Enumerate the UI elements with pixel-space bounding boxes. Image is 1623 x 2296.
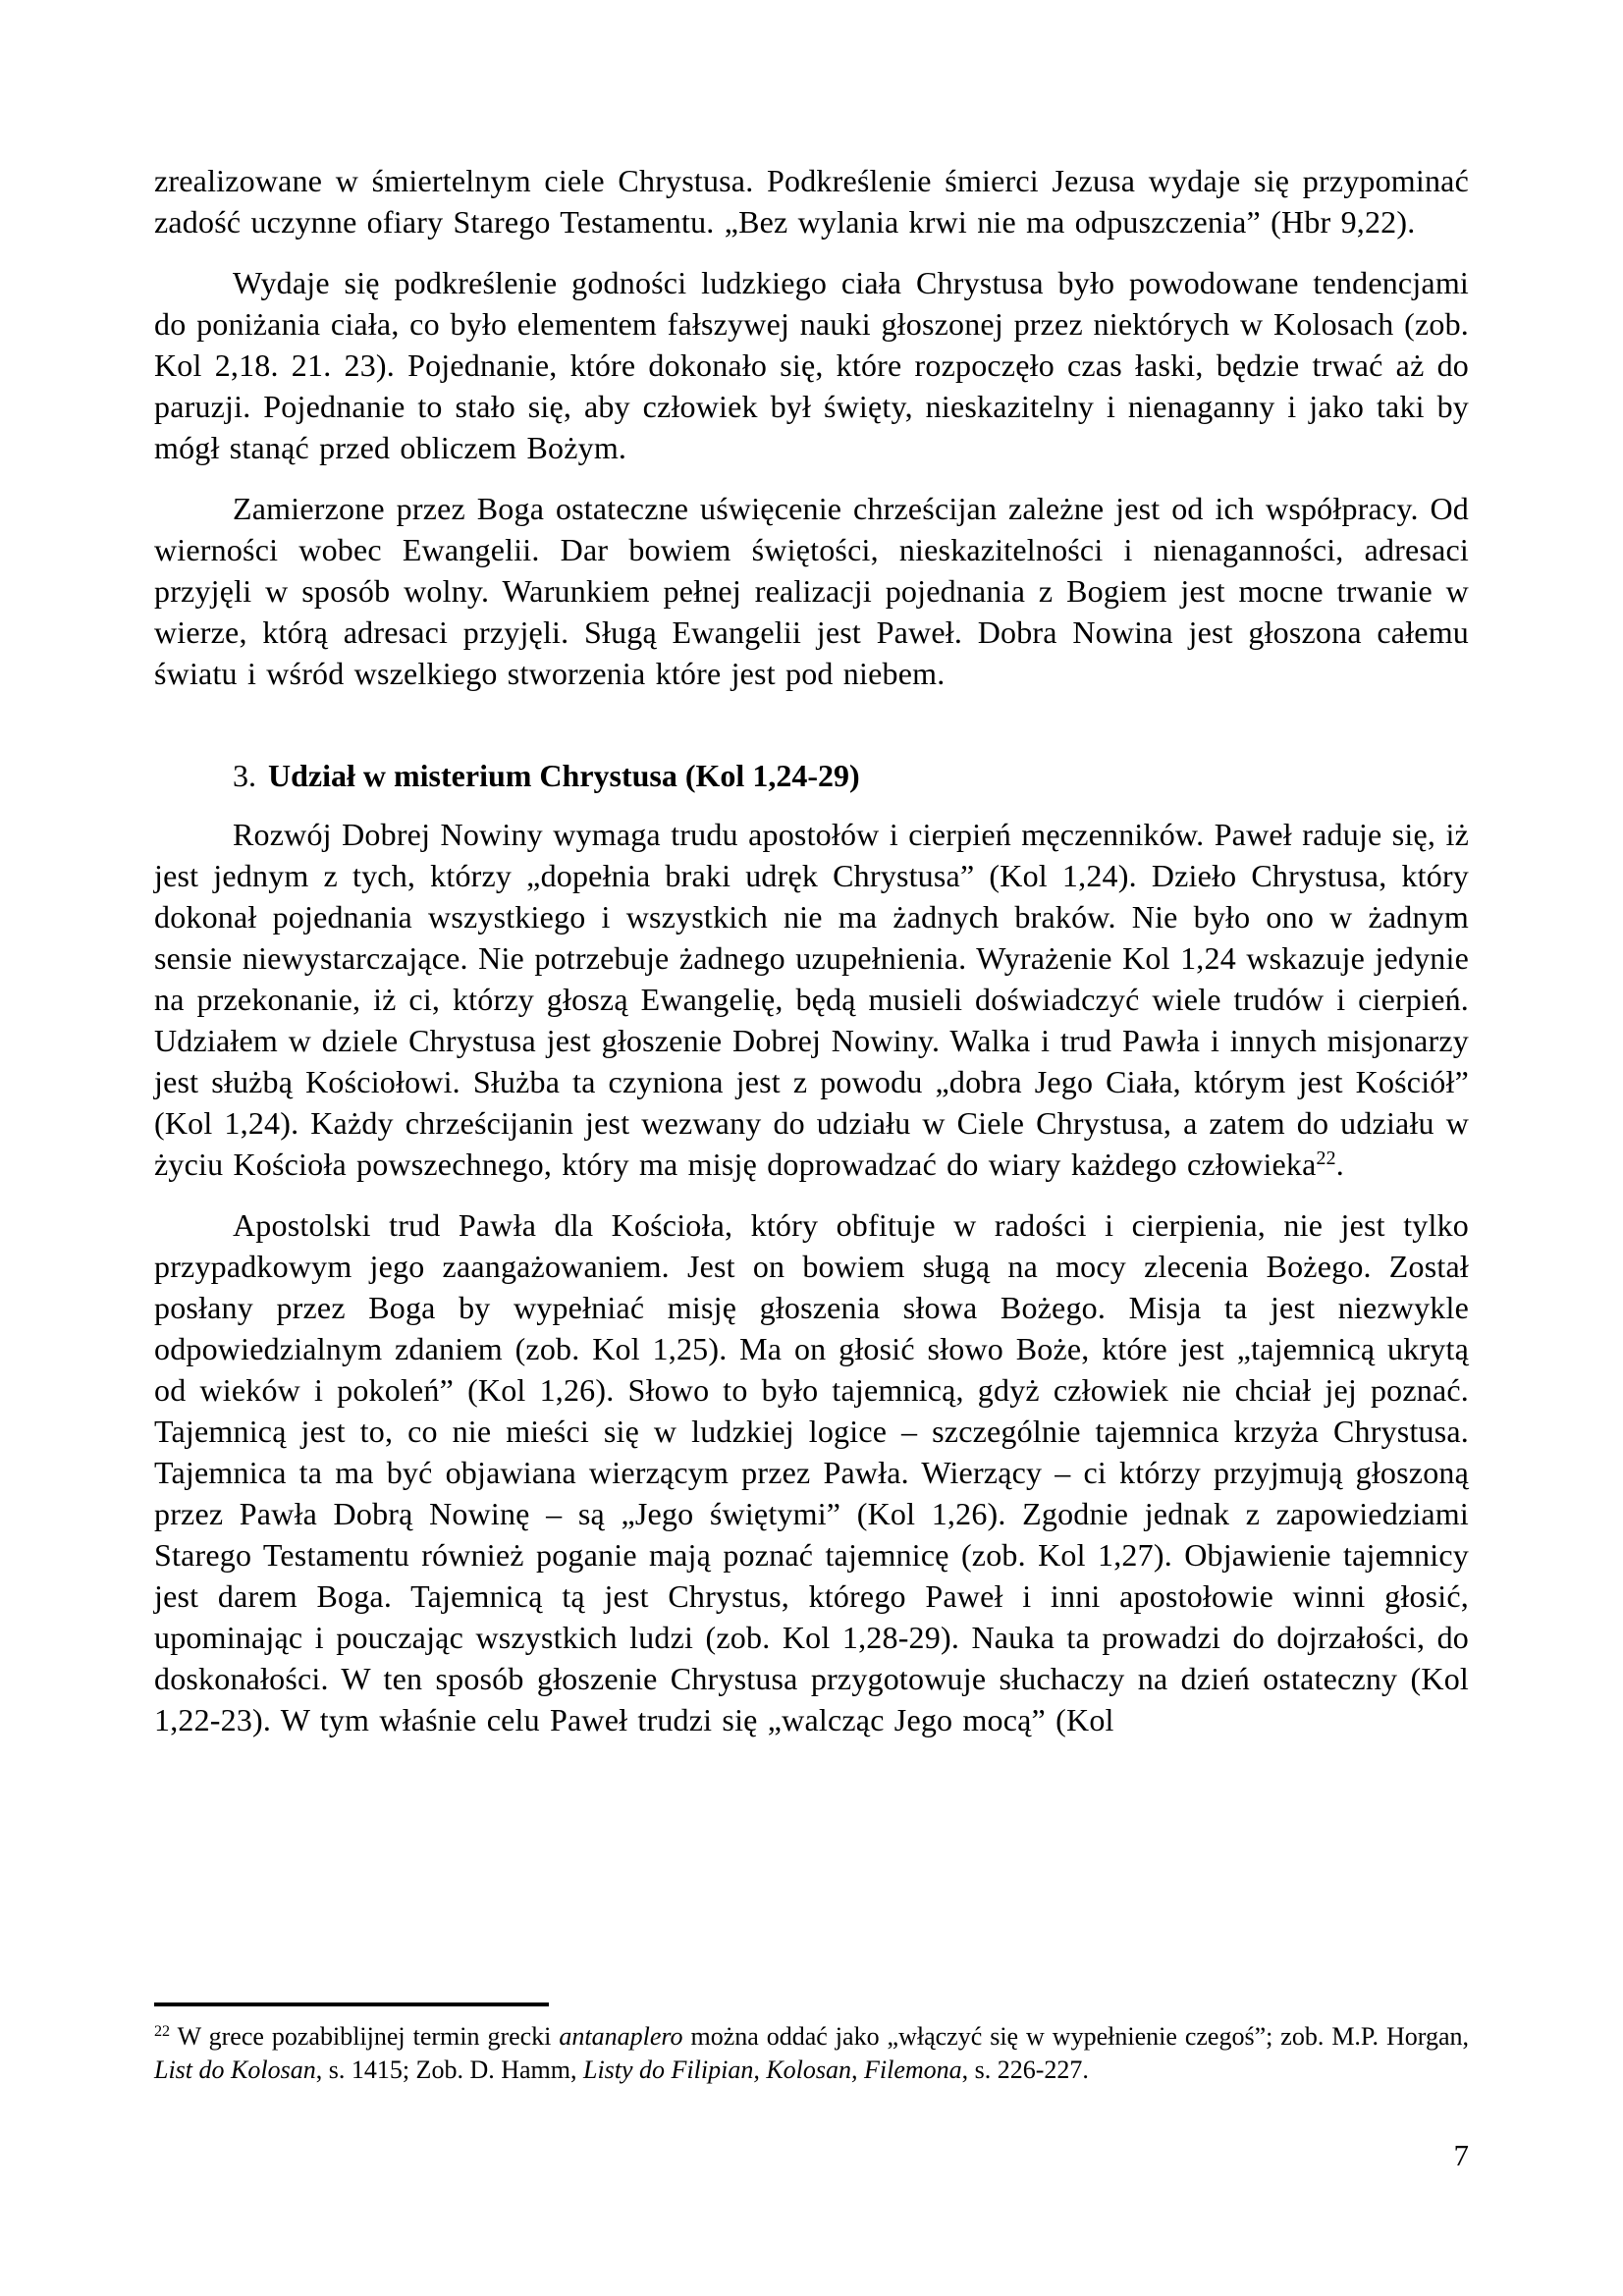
paragraph-text: Rozwój Dobrej Nowiny wymaga trudu apostołów i cierpień męczenników. Paweł raduje się, iż jest jednym z tych, którzy „dopełnia braki udręk Chrystusa” (Kol 1,24). Dzieło Chrystusa, który dokonał pojednania wszystkiego i wszystkich nie ma żadnych braków. Nie było ono w żadnym sensie niewystarczające. Nie potrzebuje żadnego uzupełnienia. Wyrażenie Kol 1,24 wskazuje jedynie na przekonanie, iż ci, którzy głoszą Ewangelię, będą musieli doświadczyć wiele trudów i cierpień. Udziałem w dziele Chrystusa jest głoszenie Dobrej Nowiny. Walka i trud Pawła i innych misjonarzy jest służbą Kościołowi. Służba ta czyniona jest z powodu „dobra Jego Ciała, którym jest Kościół” (Kol 1,24). Każdy chrześcijanin jest wezwany do udziału w Ciele Chrystusa, a zatem do udziału w życiu Kościoła powszechnego, który ma misję doprowadzać do wiary każdego człowieka [154,817,1469,1182]
section-title: Udział w misterium Chrystusa (Kol 1,24-29) [268,758,860,793]
footnote-segment-italic: Listy do Filipian, Kolosan, Filemona [582,2056,962,2084]
page-number: 7 [1453,2138,1469,2172]
footnote-marker-22: 22 [154,2023,171,2041]
footnote-segment: , s. 1415; Zob. D. Hamm, [315,2056,583,2084]
section-heading [154,755,1469,796]
footnote-area [154,2002,1469,2087]
paragraph-apostolski-trud: Apostolski trud Pawła dla Kościoła, który obfituje w radości i cierpienia, nie jest tylko przypadkowym jego zaangażowaniem. Jest on bowiem sługą na mocy zlecenia Bożego. Został posłany przez Boga by wypełniać misję głoszenia słowa Bożego. Misja ta jest niezwykle odpowiedzialnym zdaniem (zob. Kol 1,25). Ma on głosić słowo Boże, które jest „tajemnicą ukrytą od wieków i pokoleń” (Kol 1,26). Słowo to było tajemnicą, gdyż człowiek nie chciał jej poznać. Tajemnicą jest to, co nie mieści się w ludzkiej logice – szczególnie tajemnica krzyża Chrystusa. Tajemnica ta ma być objawiana wierzącym przez Pawła. Wierzący – ci którzy przyjmują głoszoną przez Pawła Dobrą Nowinę – są „Jego świętymi” (Kol 1,26). Zgodnie jednak z zapowiedziami Starego Testamentu również poganie mają poznać tajemnicę (zob. Kol 1,27). Objawienie tajemnicy jest darem Boga. Tajemnicą tą jest Chrystus, którego Paweł i inni apostołowie winni głosić, upominając i pouczając wszystkich ludzi (zob. Kol 1,28-29). Nauka ta prowadzi do dojrzałości, do doskonałości. W ten sposób głoszenie Chrystusa przygotowuje słuchaczy na dzień ostateczny (Kol 1,22-23). W tym właśnie celu Paweł trudzi się „walcząc Jego mocą” (Kol [154,1207,1469,1737]
paragraph-uswiecenie: Zamierzone przez Boga ostateczne uświęcenie chrześcijan zależne jest od ich współpracy. Od wierności wobec Ewangelii. Dar bowiem świętości, nieskazitelności i nienaganności, adresaci przyjęli w sposób wolny. Warunkiem pełnej realizacji pojednania z Bogiem jest mocne trwanie w wierze, którą adresaci przyjęli. Sługą Ewangelii jest Paweł. Dobra Nowina jest głoszona całemu światu i wśród wszelkiego stworzenia które jest pod niebem. [154,491,1469,691]
footnote-segment-italic: antanaplero [559,2022,683,2051]
footnote-segment: można oddać jako „włączyć się w wypełnienie czegoś”; zob. M.P. Horgan, [682,2022,1469,2051]
paragraph-continuation: zrealizowane w śmiertelnym ciele Chrystusa. Podkreślenie śmierci Jezusa wydaje się przypominać zadość uczynne ofiary Starego Testamentu. „Bez wylania krwi nie ma odpuszczenia” (Hbr 9,22). [154,163,1469,240]
footnote-segment-italic: List do Kolosan [154,2056,316,2084]
paragraph-godnosc-ciala: Wydaje się podkreślenie godności ludzkiego ciała Chrystusa było powodowane tendencjami do poniżania ciała, co było elementem fałszywej nauki głoszonej przez niektórych w Kolosach (zob. Kol 2,18. 21. 23). Pojednanie, które dokonało się, które rozpoczęło czas łaski, będzie trwać aż do paruzji. Pojednanie to stało się, aby człowiek był święty, nieskazitelny i nienaganny i jako taki by mógł stanąć przed obliczem Bożym. [154,265,1469,465]
footnote-segment: , s. 226-227. [961,2056,1089,2084]
page-body-text [154,160,1469,1760]
footnote-separator-line [154,2002,549,2006]
paragraph-rozwoj-dobrej-nowiny [154,814,1469,1185]
footnote-22 [154,2020,1469,2087]
footnote-reference-22: 22 [1316,1148,1336,1170]
paragraph-text-after-ref: . [1335,1147,1344,1182]
footnote-segment: W grece pozabiblijnej termin grecki [177,2022,560,2051]
section-number: 3. [233,758,256,793]
